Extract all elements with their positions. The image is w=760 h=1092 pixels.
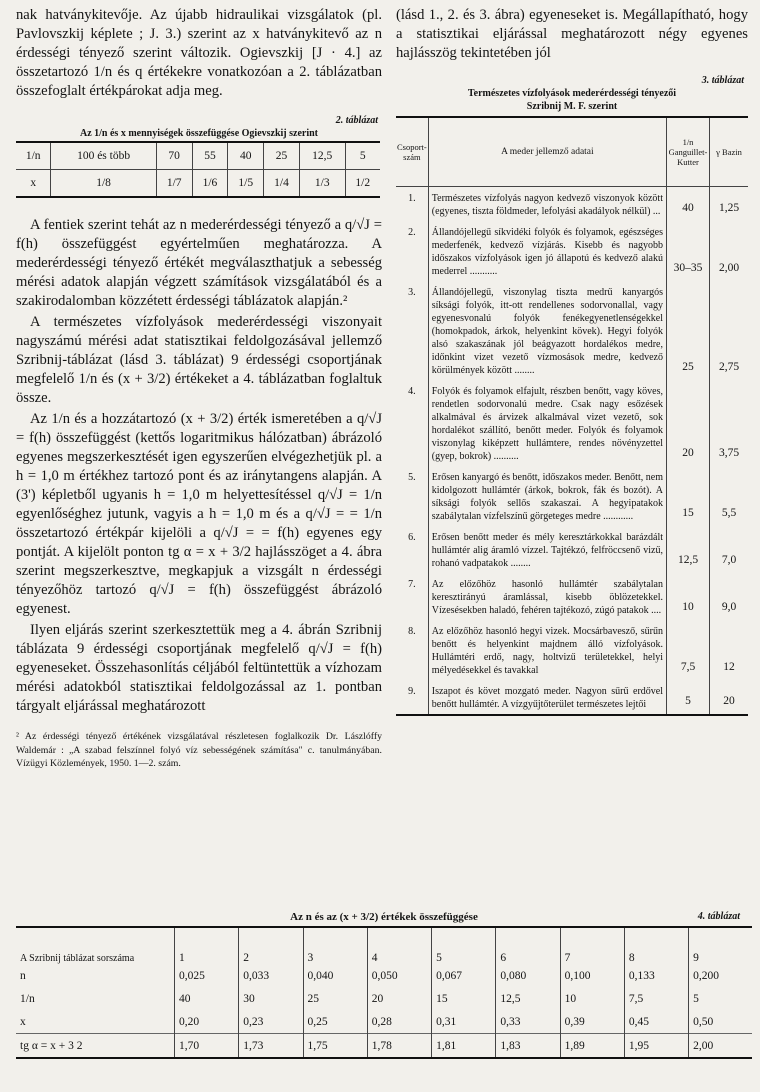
table2-cell: 1/7 xyxy=(156,170,192,198)
table4-cell: 0,033 xyxy=(239,964,303,987)
body-paragraph-4: Ilyen eljárás szerint szerkesztettük meg a 4. ábrán Szribnij táblázata 9 érdességi csoportjának megfelelő q/√J = f(h) egyeneseket. Összehasonlítás céljából feltüntettük a vízhozam mérési adatokból statisztikai feldolgozással az 1. pontban tárgyalt eljárással meghatározott xyxy=(16,622,382,714)
table3-cell-group: 8. xyxy=(396,620,428,680)
table3-header-row xyxy=(396,117,748,187)
table4-cell: 0,067 xyxy=(432,964,496,987)
table3-header-desc: A meder jellemző adatai xyxy=(428,117,666,187)
table4-row-label: 1/n xyxy=(16,987,175,1010)
table3-cell-group: 9. xyxy=(396,680,428,715)
table3-cell-desc: Erősen kanyargó és benőtt, időszakos meder. Benőtt, nem kidolgozott hullámtér (árkok, bokrok, fák és bozót). A síksági folyók sellős szakaszai. A hegyipatakok szabálytalan vízfelszínű görgeteges medre ............ xyxy=(428,466,666,526)
table4-cell: 5 xyxy=(432,927,496,964)
body-paragraph-1: A fentiek szerint tehát az n mederérdességi tényező a q/√J = f(h) összefüggést egyértelműen meghatározza. A mederérdességi tényező értékét megválaszthatjuk a sebesség mérési adatok alapján végzett számítások vizsgálatából és a szakirodalomban közzétett érdességi táblázatok alapján.² xyxy=(16,217,382,309)
table4-cell: 9 xyxy=(689,927,752,964)
table2-cell: 70 xyxy=(156,142,192,170)
table4-cell: 0,50 xyxy=(689,1010,752,1034)
table4-cell: 2,00 xyxy=(689,1034,752,1059)
table4-caption: 4. táblázat xyxy=(697,911,740,922)
table3-header-gamma: γ Bazin xyxy=(710,117,749,187)
table2-row-inv-n xyxy=(16,142,380,170)
table4-cell: 1,83 xyxy=(496,1034,560,1059)
table4-row-n xyxy=(16,964,752,987)
table2-cell: 5 xyxy=(345,142,380,170)
table3-cell-desc: Erősen benőtt meder és mély keresztárkokkal barázdált hullámtér alig áramló vízzel. Tajtékzó, felfröccsenő vizű, rohanó vadpatakok ........ xyxy=(428,526,666,573)
table4-cell: 25 xyxy=(303,987,367,1010)
table2-cell: 25 xyxy=(264,142,300,170)
table2-cell: 1/8 xyxy=(51,170,156,198)
table3-cell-n: 10 xyxy=(667,573,710,620)
table2-cell: 1/6 xyxy=(192,170,228,198)
table3-cell-desc: Természetes vízfolyás nagyon kedvező viszonyok között (egyenes, tiszta földmeder, lefolyási akadályok nélkül) ... xyxy=(428,187,666,222)
table2 xyxy=(16,141,380,198)
table3-cell-n: 12,5 xyxy=(667,526,710,573)
table3-cell-desc: Állandójellegű síkvidéki folyók és folyamok, egészséges mederfenék, kedvező vízjárás. Kisebb és nagyobb időszakos vízfolyások igen jó állapotú és kedvező alakú mederrel ........... xyxy=(428,221,666,281)
table4-row-label: x xyxy=(16,1010,175,1034)
table3-cell-group: 6. xyxy=(396,526,428,573)
table3-cell-group: 5. xyxy=(396,466,428,526)
table3-cell-gamma: 1,25 xyxy=(710,187,749,222)
table2-cell: 1/n xyxy=(16,142,51,170)
table2-caption: 2. táblázat xyxy=(335,115,378,126)
table3-cell-group: 2. xyxy=(396,221,428,281)
table3-title: Természetes vízfolyások mederérdességi tényezői xyxy=(467,88,677,99)
table3-cell-n: 30–35 xyxy=(667,221,710,281)
table4-cell: 1,73 xyxy=(239,1034,303,1059)
table2-cell: 55 xyxy=(192,142,228,170)
footnote: ² Az érdességi tényező értékének vizsgálatával részletesen foglalkozik Dr. Lászlóffy Waldemár : „A szabad felszínnel folyó víz sebességének számítása" c. tanulmányában. Vízügyi Közlemények, 1950. 1—2. szám. xyxy=(16,731,382,769)
table3-subtitle: Szribnij M. F. szerint xyxy=(526,101,618,112)
table4-cell: 0,31 xyxy=(432,1010,496,1034)
table4-cell: 0,23 xyxy=(239,1010,303,1034)
table4-row-label: tg α = x + 3 2 xyxy=(16,1034,175,1059)
table2-cell: 1/5 xyxy=(228,170,264,198)
table2-row-x xyxy=(16,170,380,198)
table3-cell-n: 15 xyxy=(667,466,710,526)
table4-title: Az n és az (x + 3/2) értékek összefüggése xyxy=(290,911,478,923)
table3-cell-desc: Az előzőhöz hasonló hullámtér szabálytalan keresztirányú áramlással, kisebb öblözetekkel. Vízesésekben haladó, fehéren tajtékozó, zúgó patakok .... xyxy=(428,573,666,620)
table3-cell-n: 40 xyxy=(667,187,710,222)
table3-caption: 3. táblázat xyxy=(701,75,744,86)
table4-cell: 5 xyxy=(689,987,752,1010)
table3-row xyxy=(396,573,748,620)
table4-cell: 0,133 xyxy=(624,964,688,987)
table4-cell: 1,95 xyxy=(624,1034,688,1059)
table3-cell-gamma: 3,75 xyxy=(710,380,749,466)
table3-header-n: 1/n Ganguillet-Kutter xyxy=(667,117,710,187)
table3-row xyxy=(396,380,748,466)
table3-row xyxy=(396,526,748,573)
table4-cell: 1,81 xyxy=(432,1034,496,1059)
table4-cell: 0,33 xyxy=(496,1010,560,1034)
table3-cell-n: 5 xyxy=(667,680,710,715)
table3-row xyxy=(396,281,748,380)
left-intro-paragraph: nak hatványkitevője. Az újabb hidraulikai vizsgálatok (pl. Pavlovszkij képlete ; J. 3.) szerint az x hatványkitevő az n érdességi tényező szerint változik. Ogievszkij [J · 4.] az összetartozó 1/n és q értékekre vonatkozóan a 2. táblázatban összefoglalt értékpárokat adja meg. xyxy=(16,7,382,99)
table3-row xyxy=(396,680,748,715)
table4-cell: 8 xyxy=(624,927,688,964)
table4-cell: 0,025 xyxy=(175,964,239,987)
table4-header xyxy=(16,908,752,926)
table3-cell-group: 4. xyxy=(396,380,428,466)
table4-cell: 0,040 xyxy=(303,964,367,987)
table3-cell-group: 1. xyxy=(396,187,428,222)
table3-body xyxy=(396,187,748,716)
table3-cell-gamma: 12 xyxy=(710,620,749,680)
table3-cell-desc: Az előzőhöz hasonló hegyi vizek. Mocsárbavesző, sűrűn benőtt és helyenkint majdnem álló vízfolyások. Hullámtéri erdő, nagy, holtvizű területekkel, helyi mélyedésekkel és tavakkal xyxy=(428,620,666,680)
table4-cell: 4 xyxy=(367,927,431,964)
table2-cell: 100 és több xyxy=(51,142,156,170)
table3-cell-group: 3. xyxy=(396,281,428,380)
table4-section xyxy=(16,908,752,1059)
table3-cell-gamma: 2,75 xyxy=(710,281,749,380)
table3-cell-n: 20 xyxy=(667,380,710,466)
table2-cell: x xyxy=(16,170,51,198)
table4-cell: 15 xyxy=(432,987,496,1010)
table4-cell: 10 xyxy=(560,987,624,1010)
table4-cell: 0,20 xyxy=(175,1010,239,1034)
table2-cell: 1/2 xyxy=(345,170,380,198)
left-column xyxy=(16,6,382,771)
table4 xyxy=(16,926,752,1059)
table3-cell-desc: Állandójellegű, viszonylag tiszta medrű kanyargós síksági folyók, itt-ott rendellenes sodorvonallal, vagy egyenesvonalú folyók fenékegyenetlenségekkel (homokpadok, árkok, helyenkint kövek). Hegyi folyók alsó szakaszának jól beágyazott hordalékos medre, időnkint vizet vezető vízmosások medre, kedvező körülmények között ........ xyxy=(428,281,666,380)
table3-cell-desc: Folyók és folyamok elfajult, részben benőtt, vagy köves, rendetlen sodorvonalú medre. Csak nagy esőzések alkalmával és árvizek alkalmával vizet vezető, sok hordalékot szállító, benőtt meder. Folyók és folyamok viszonylag kiképzett hullámtere, rendes növényzettel (gyep, bokrok) .......... xyxy=(428,380,666,466)
table4-cell: 6 xyxy=(496,927,560,964)
table4-cell: 0,28 xyxy=(367,1010,431,1034)
table4-row-label: A Szribnij táblázat sorszáma xyxy=(16,927,175,964)
right-column xyxy=(396,6,748,716)
table4-row-tg xyxy=(16,1034,752,1059)
table4-row-inv_n xyxy=(16,987,752,1010)
table3-cell-n: 25 xyxy=(667,281,710,380)
table4-cell: 7 xyxy=(560,927,624,964)
table3-row xyxy=(396,466,748,526)
table4-cell: 7,5 xyxy=(624,987,688,1010)
table3-cell-gamma: 20 xyxy=(710,680,749,715)
table4-cell: 0,25 xyxy=(303,1010,367,1034)
table3-cell-n: 7,5 xyxy=(667,620,710,680)
table4-cell: 0,200 xyxy=(689,964,752,987)
table3-header-group: Csoport-szám xyxy=(396,117,428,187)
table3-row xyxy=(396,620,748,680)
table3-row xyxy=(396,187,748,222)
table3-cell-group: 7. xyxy=(396,573,428,620)
table4-cell: 30 xyxy=(239,987,303,1010)
table4-cell: 12,5 xyxy=(496,987,560,1010)
table3-cell-gamma: 5,5 xyxy=(710,466,749,526)
table2-cell: 1/3 xyxy=(299,170,345,198)
table2-title: Az 1/n és x mennyiségek összefüggése Ogievszkij szerint xyxy=(79,128,319,139)
table4-cell: 0,100 xyxy=(560,964,624,987)
table3-cell-gamma: 9,0 xyxy=(710,573,749,620)
table2-cell: 40 xyxy=(228,142,264,170)
table4-cell: 40 xyxy=(175,987,239,1010)
table4-cell: 2 xyxy=(239,927,303,964)
table4-row-x xyxy=(16,1010,752,1034)
table4-cell: 0,45 xyxy=(624,1010,688,1034)
table4-row-no xyxy=(16,927,752,964)
table4-cell: 1,78 xyxy=(367,1034,431,1059)
table4-row-label: n xyxy=(16,964,175,987)
table3-cell-desc: Iszapot és követ mozgató meder. Nagyon sűrű erdővel benőtt hullámtér. A vízgyűjtőterület természetes lejtői xyxy=(428,680,666,715)
table4-cell: 0,080 xyxy=(496,964,560,987)
table4-cell: 0,050 xyxy=(367,964,431,987)
table3-row xyxy=(396,221,748,281)
table3-cell-gamma: 7,0 xyxy=(710,526,749,573)
table4-cell: 20 xyxy=(367,987,431,1010)
table4-cell: 3 xyxy=(303,927,367,964)
table4-cell: 1,70 xyxy=(175,1034,239,1059)
table4-cell: 0,39 xyxy=(560,1010,624,1034)
table3 xyxy=(396,116,748,716)
body-paragraph-2: A természetes vízfolyások mederérdességi viszonyait nagyszámú mérési adat statisztikai feldolgozásával jellemző Szribnij-táblázat (lásd 3. táblázat) 9 érdességi csoportjának megfelelő 1/n és (x + 3/2) értékeket a 4. táblázatban foglaltuk össze. xyxy=(16,314,382,406)
right-intro-paragraph: (lásd 1., 2. és 3. ábra) egyeneseket is. Megállapítható, hogy a statisztikai eljárással meghatározott négy egyenes hajlásszög tekintetében jól xyxy=(396,7,748,61)
body-paragraph-3: Az 1/n és a hozzátartozó (x + 3/2) érték ismeretében a q/√J = f(h) összefüggést (kettős logaritmikus hálózatban) ábrázoló egyenes megszerkesztését igen egyszerűen elvégezhetjük pl. a h = 1,0 m értékhez tartozó pont és az iránytangens alapján. A (3') képletből ugyanis h = 1,0 m helyettesítéssel q/√J = 1/n egyenlőséghez jutunk, vagyis a h = 1,0 m és a q/√J = = 1/n összetartozó értékpár kijelöli a q/√J = = f(h) egyenes egy pontját. A kijelölt ponton tg α = x + 3/2 hajlásszöget a 4. ábra szerint megszerkesztve, megkapjuk a vizsgált n érdességi tényezőhöz tartozó q/√J = f(h) összefüggést ábrázoló egyenest. xyxy=(16,411,382,617)
table4-cell: 1,75 xyxy=(303,1034,367,1059)
table2-cell: 12,5 xyxy=(299,142,345,170)
table4-cell: 1 xyxy=(175,927,239,964)
table2-cell: 1/4 xyxy=(264,170,300,198)
table3-cell-gamma: 2,00 xyxy=(710,221,749,281)
table4-cell: 1,89 xyxy=(560,1034,624,1059)
